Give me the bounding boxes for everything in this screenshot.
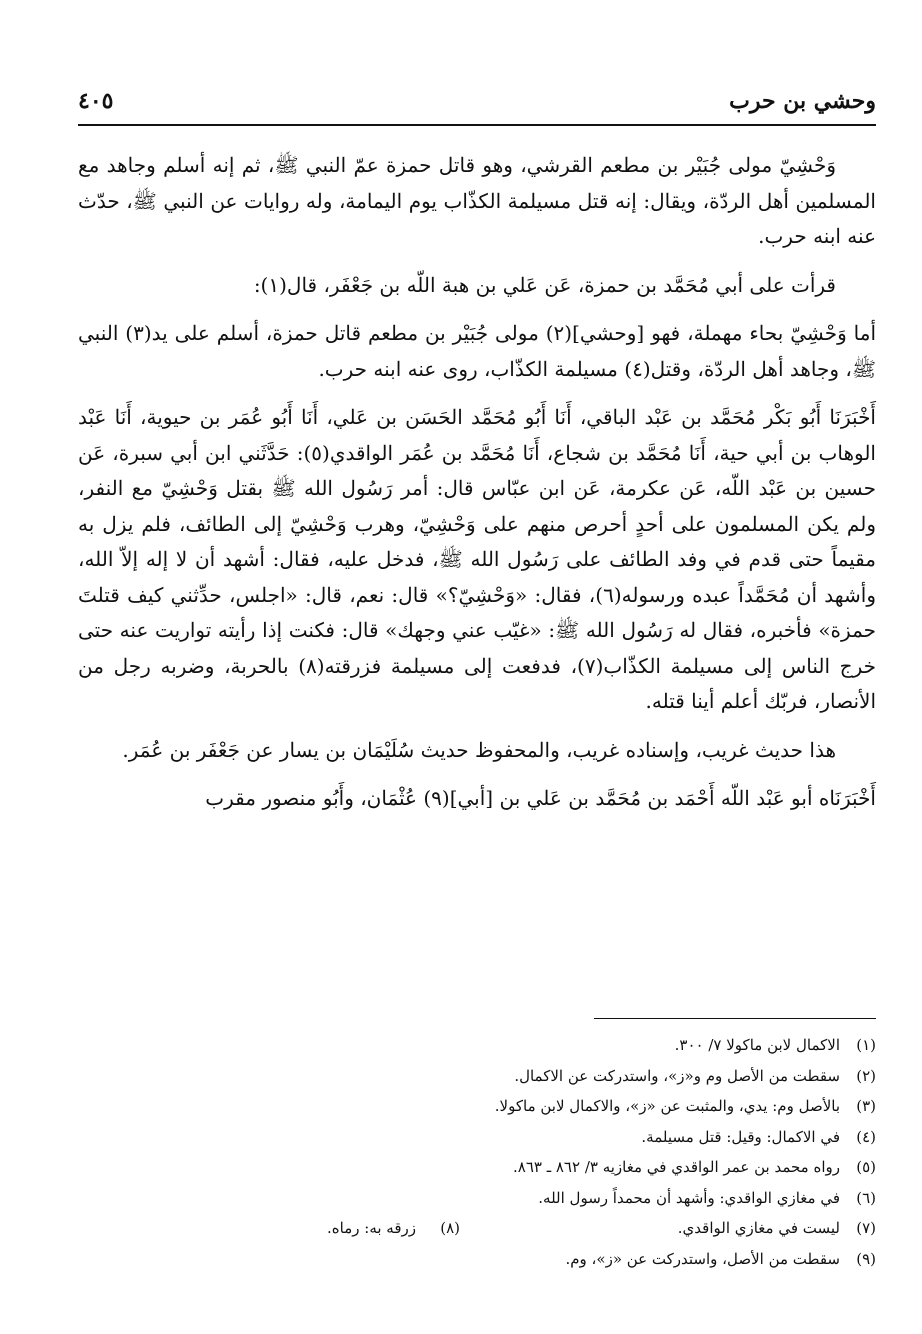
footnote-number: (٧) (856, 1219, 876, 1237)
paragraph-biography: وَحْشِيّ مولى جُبَيْر بن مطعم القرشي، وهو قاتل حمزة عمّ النبي ﷺ، ثم إنه أسلم وجاهد مع المسلمين أهل الردّة، ويقال: إنه قتل مسيلمة الكذّاب يوم اليمامة، وله روايات عن النبي ﷺ، حدّث عنه ابنه حرب. (78, 153, 876, 248)
main-text (78, 148, 876, 817)
paragraph-qirat: قرأت على أبي مُحَمَّد بن حمزة، عَن عَلي بن هبة اللّه بن جَعْفَر، قال(١): (253, 272, 836, 297)
footnote-number: (٤) (856, 1127, 876, 1146)
footnotes (76, 1030, 876, 1274)
footnote-separator (594, 1018, 876, 1019)
footnote-number: (٦) (856, 1188, 876, 1207)
paragraph-akhbaranah: أَخْبَرَنَاه أبو عَبْد اللّه أَحْمَد بن مُحَمَّد بن عَلي بن [أبي](٩) عُثْمَان، وأَبُو منصور مقرب (205, 786, 876, 810)
footnote-text: رواه محمد بن عمر الواقدي في مغازيه ٣/ ٨٦٢ ـ ٨٦٣. (512, 1158, 840, 1176)
footnote-number: (٥) (856, 1158, 876, 1176)
footnote (76, 1213, 876, 1244)
paragraph-grading: هذا حديث غريب، وإسناده غريب، والمحفوظ حديث سُلَيْمَان بن يسار عن جَعْفَر بن عُمَر. (122, 737, 836, 762)
header-rule (78, 124, 876, 126)
footnote (76, 1183, 876, 1214)
footnote-text: ليست في مغازي الواقدي. (677, 1219, 840, 1237)
footnote-number: (٢) (856, 1066, 876, 1085)
footnote-text: في مغازي الواقدي: وأشهد أن محمداً رسول الله. (538, 1188, 840, 1207)
footnote-text: الاكمال لابن ماكولا ٧/ ٣٠٠. (674, 1036, 840, 1054)
footnote-text: زرقه به: رماه. (327, 1219, 416, 1237)
footnote (76, 1244, 876, 1275)
footnote-number: (٣) (856, 1097, 876, 1115)
footnote-text: بالأصل وم: يدي، والمثبت عن «ز»، والاكمال لابن ماكولا. (494, 1097, 840, 1115)
footnote (76, 1122, 876, 1153)
footnote (76, 1152, 876, 1183)
footnote-text: سقطت من الأصل، واستدركت عن «ز»، وم. (565, 1249, 840, 1268)
page-number: ٤٠٥ (78, 88, 114, 114)
paragraph-isnad-hadith: أَخْبَرَنَا أَبُو بَكْر مُحَمَّد بن عَبْد الباقي، أَنَا أَبُو مُحَمَّد الحَسَن بن عَلي، أَنَا أَبُو عُمَر بن حيوية، أَنَا عَبْد الوهاب بن أبي حية، أَنَا مُحَمَّد بن شجاع، أَنَا مُحَمَّد بن عُمَر الواقدي(٥): حَدَّثَني ابن أبي سبرة، عَن حسين بن عَبْد اللّه، عَن عكرمة، عَن ابن عبّاس قال: أمر رَسُول الله ﷺ بقتل وَحْشِيّ مع النفر، ولم يكن المسلمون على أحدٍ أحرص منهم على وَحْشِيّ، وهرب وَحْشِيّ إلى الطائف، فلم يزل به مقيماً حتى قدم في وفد الطائف على رَسُول الله ﷺ، فدخل عليه، فقال: أشهد أن لا إله إلاّ الله، وأشهد أن مُحَمَّداً عبده ورسوله(٦)، فقال: «وَحْشِيّ؟» قال: نعم، قال: «اجلس، حدِّثني كيف قتلتَ حمزة» فأخبره، فقال له رَسُول الله ﷺ: «غيّب عني وجهك» قال: فكنت إذا رأيته تواريت عنه حتى خرج الناس إلى مسيلمة الكذّاب(٧)، فدفعت إلى مسيلمة فزرقته(٨) بالحربة، وضربه رجل من الأنصار، فربّك أعلم أينا قتله. (78, 405, 876, 713)
footnote-text: في الاكمال: وقيل: قتل مسيلمة. (641, 1127, 840, 1146)
footnote-number: (٩) (856, 1249, 876, 1268)
footnote-number: (١) (856, 1036, 876, 1054)
running-title: وحشي بن حرب (729, 88, 876, 114)
footnote (76, 1091, 876, 1122)
page-header (78, 88, 876, 124)
footnote (76, 1030, 876, 1061)
footnote-text: سقطت من الأصل وم و«ز»، واستدركت عن الاكمال. (514, 1066, 840, 1085)
paragraph-ikmal-quote: أما وَحْشِيّ بحاء مهملة، فهو [وحشي](٢) مولى جُبَيْر بن مطعم قاتل حمزة، أسلم على يد(٣) النبي ﷺ، وجاهد أهل الردّة، وقتل(٤) مسيلمة الكذّاب، روى عنه ابنه حرب. (78, 321, 877, 381)
footnote-number: (٨) (440, 1219, 460, 1237)
footnote (76, 1061, 876, 1092)
